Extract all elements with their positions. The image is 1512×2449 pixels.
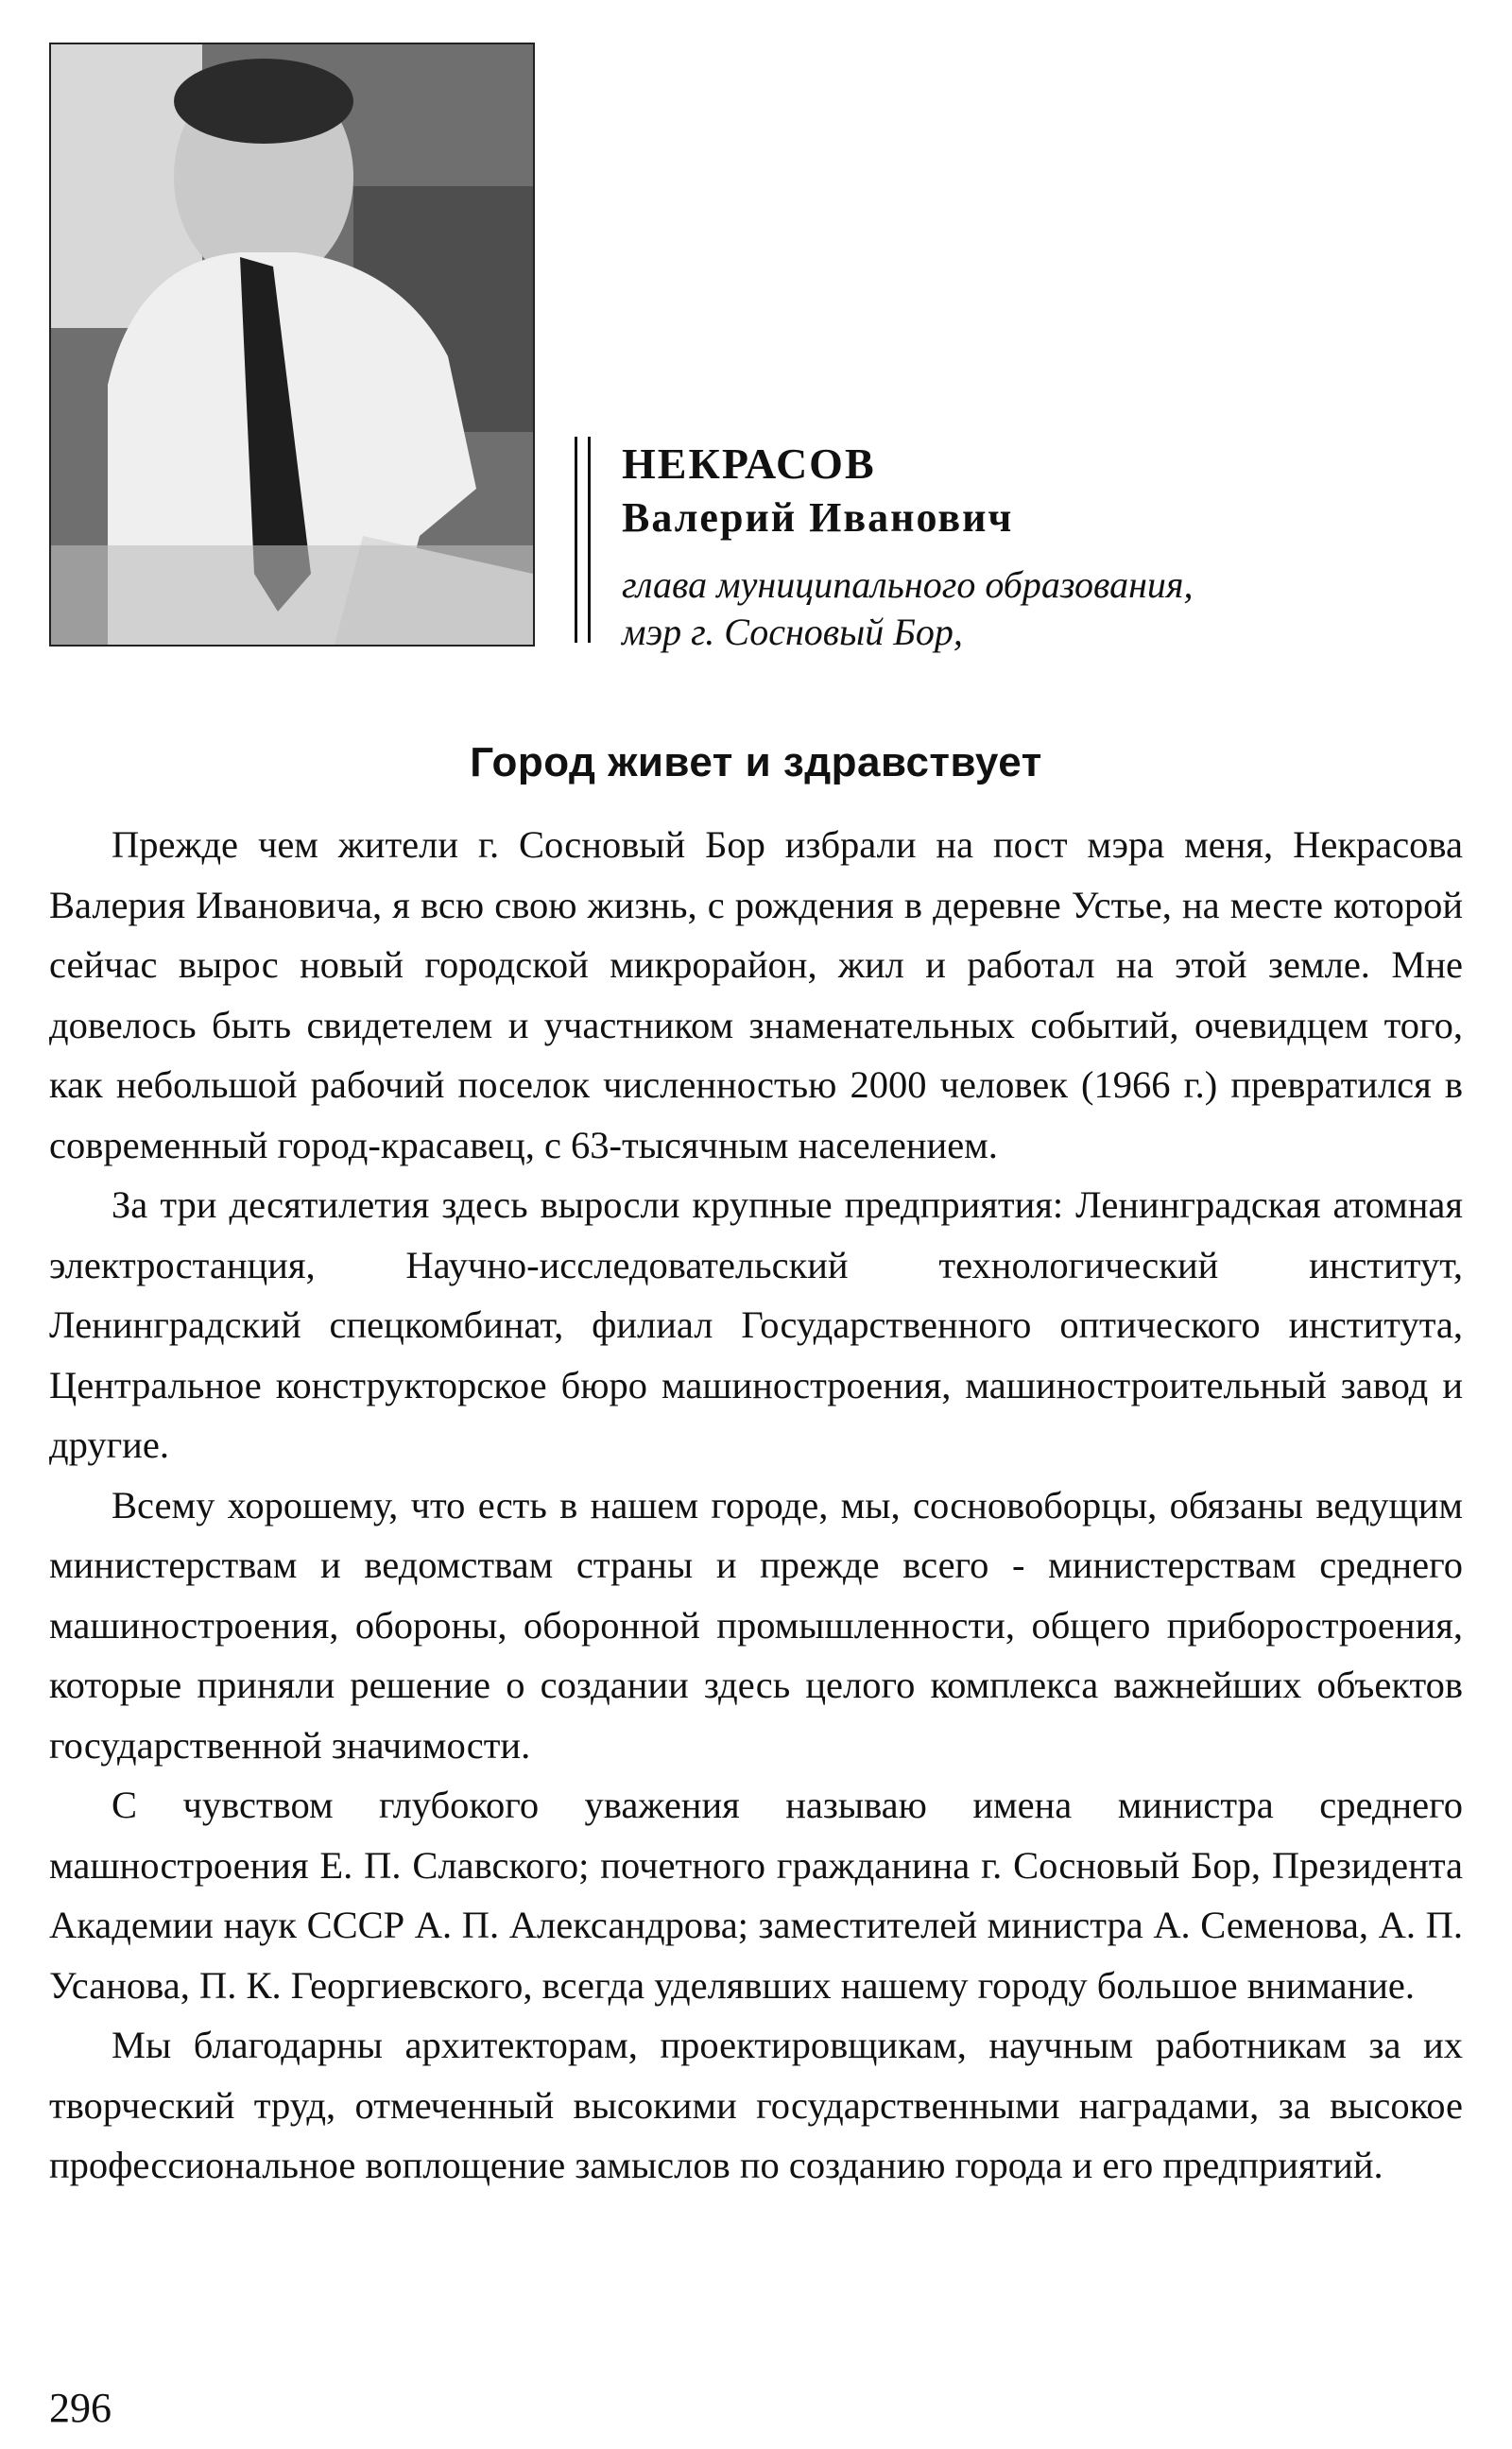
author-position-line: мэр г. Сосновый Бор, xyxy=(622,611,963,653)
author-portrait-photo xyxy=(49,43,535,647)
vertical-rule xyxy=(575,437,577,643)
author-position-line: глава муниципального образования, xyxy=(622,563,1194,606)
page-number: 296 xyxy=(49,2385,112,2431)
portrait-icon xyxy=(51,44,533,645)
vertical-rule xyxy=(588,437,591,643)
article-paragraph: Всему хорошему, что есть в нашем городе, мы, сосновоборцы, обязаны ведущим министерствам и ведомствам страны и прежде всего - министерствам среднего машиностроения, обороны, оборонной промышленности, общего приборостроения, которые приняли решение о создании здесь целого комплекса важнейших объектов государственной значимости. xyxy=(49,1483,1463,1767)
article-paragraph: Прежде чем жители г. Сосновый Бор избрали на пост мэра меня, Некрасова Валерия Ивановича, я всю свою жизнь, с рождения в деревне Устье, на месте которой сейчас вырос новый городской микрорайон, жил и работал на этой земле. Мне довелось быть свидетелем и участником знаменательных событий, очевидцем того, как небольшой рабочий поселок численностью 2000 человек (1966 г.) превратился в современный город-красавец, с 63-тысячным населением. xyxy=(49,823,1463,1166)
article-paragraph: За три десятилетия здесь выросли крупные предприятия: Ленинградская атомная электростанция, Научно-исследовательский технологический институт, Ленинградский спецкомбинат, филиал Государственного оптического института, Центральное конструкторское бюро машиностроения, машиностроительный завод и другие. xyxy=(49,1183,1463,1466)
article-paragraph: С чувством глубокого уважения называю имена министра среднего машностроения Е. П. Славского; почетного гражданина г. Сосновый Бор, Президента Академии наук СССР А. П. Александрова; заместителей министра А. Семенова, А. П. Усанова, П. К. Георгиевского, всегда уделявших нашему городу большое внимание. xyxy=(49,1784,1463,2007)
author-surname: НЕКРАСОВ xyxy=(622,440,876,488)
article-paragraph: Мы благодарны архитекторам, проектировщикам, научным работникам за их творческий труд, отмеченный высокими государственными наградами, за высокое профессиональное воплощение замыслов по созданию города и его предприятий. xyxy=(49,2024,1463,2186)
article-body xyxy=(49,815,1463,2196)
author-given-names: Валерий Иванович xyxy=(622,494,1014,541)
author-position xyxy=(622,561,1472,656)
article-title: Город живет и здравствует xyxy=(470,739,1042,785)
author-block xyxy=(622,437,1472,656)
